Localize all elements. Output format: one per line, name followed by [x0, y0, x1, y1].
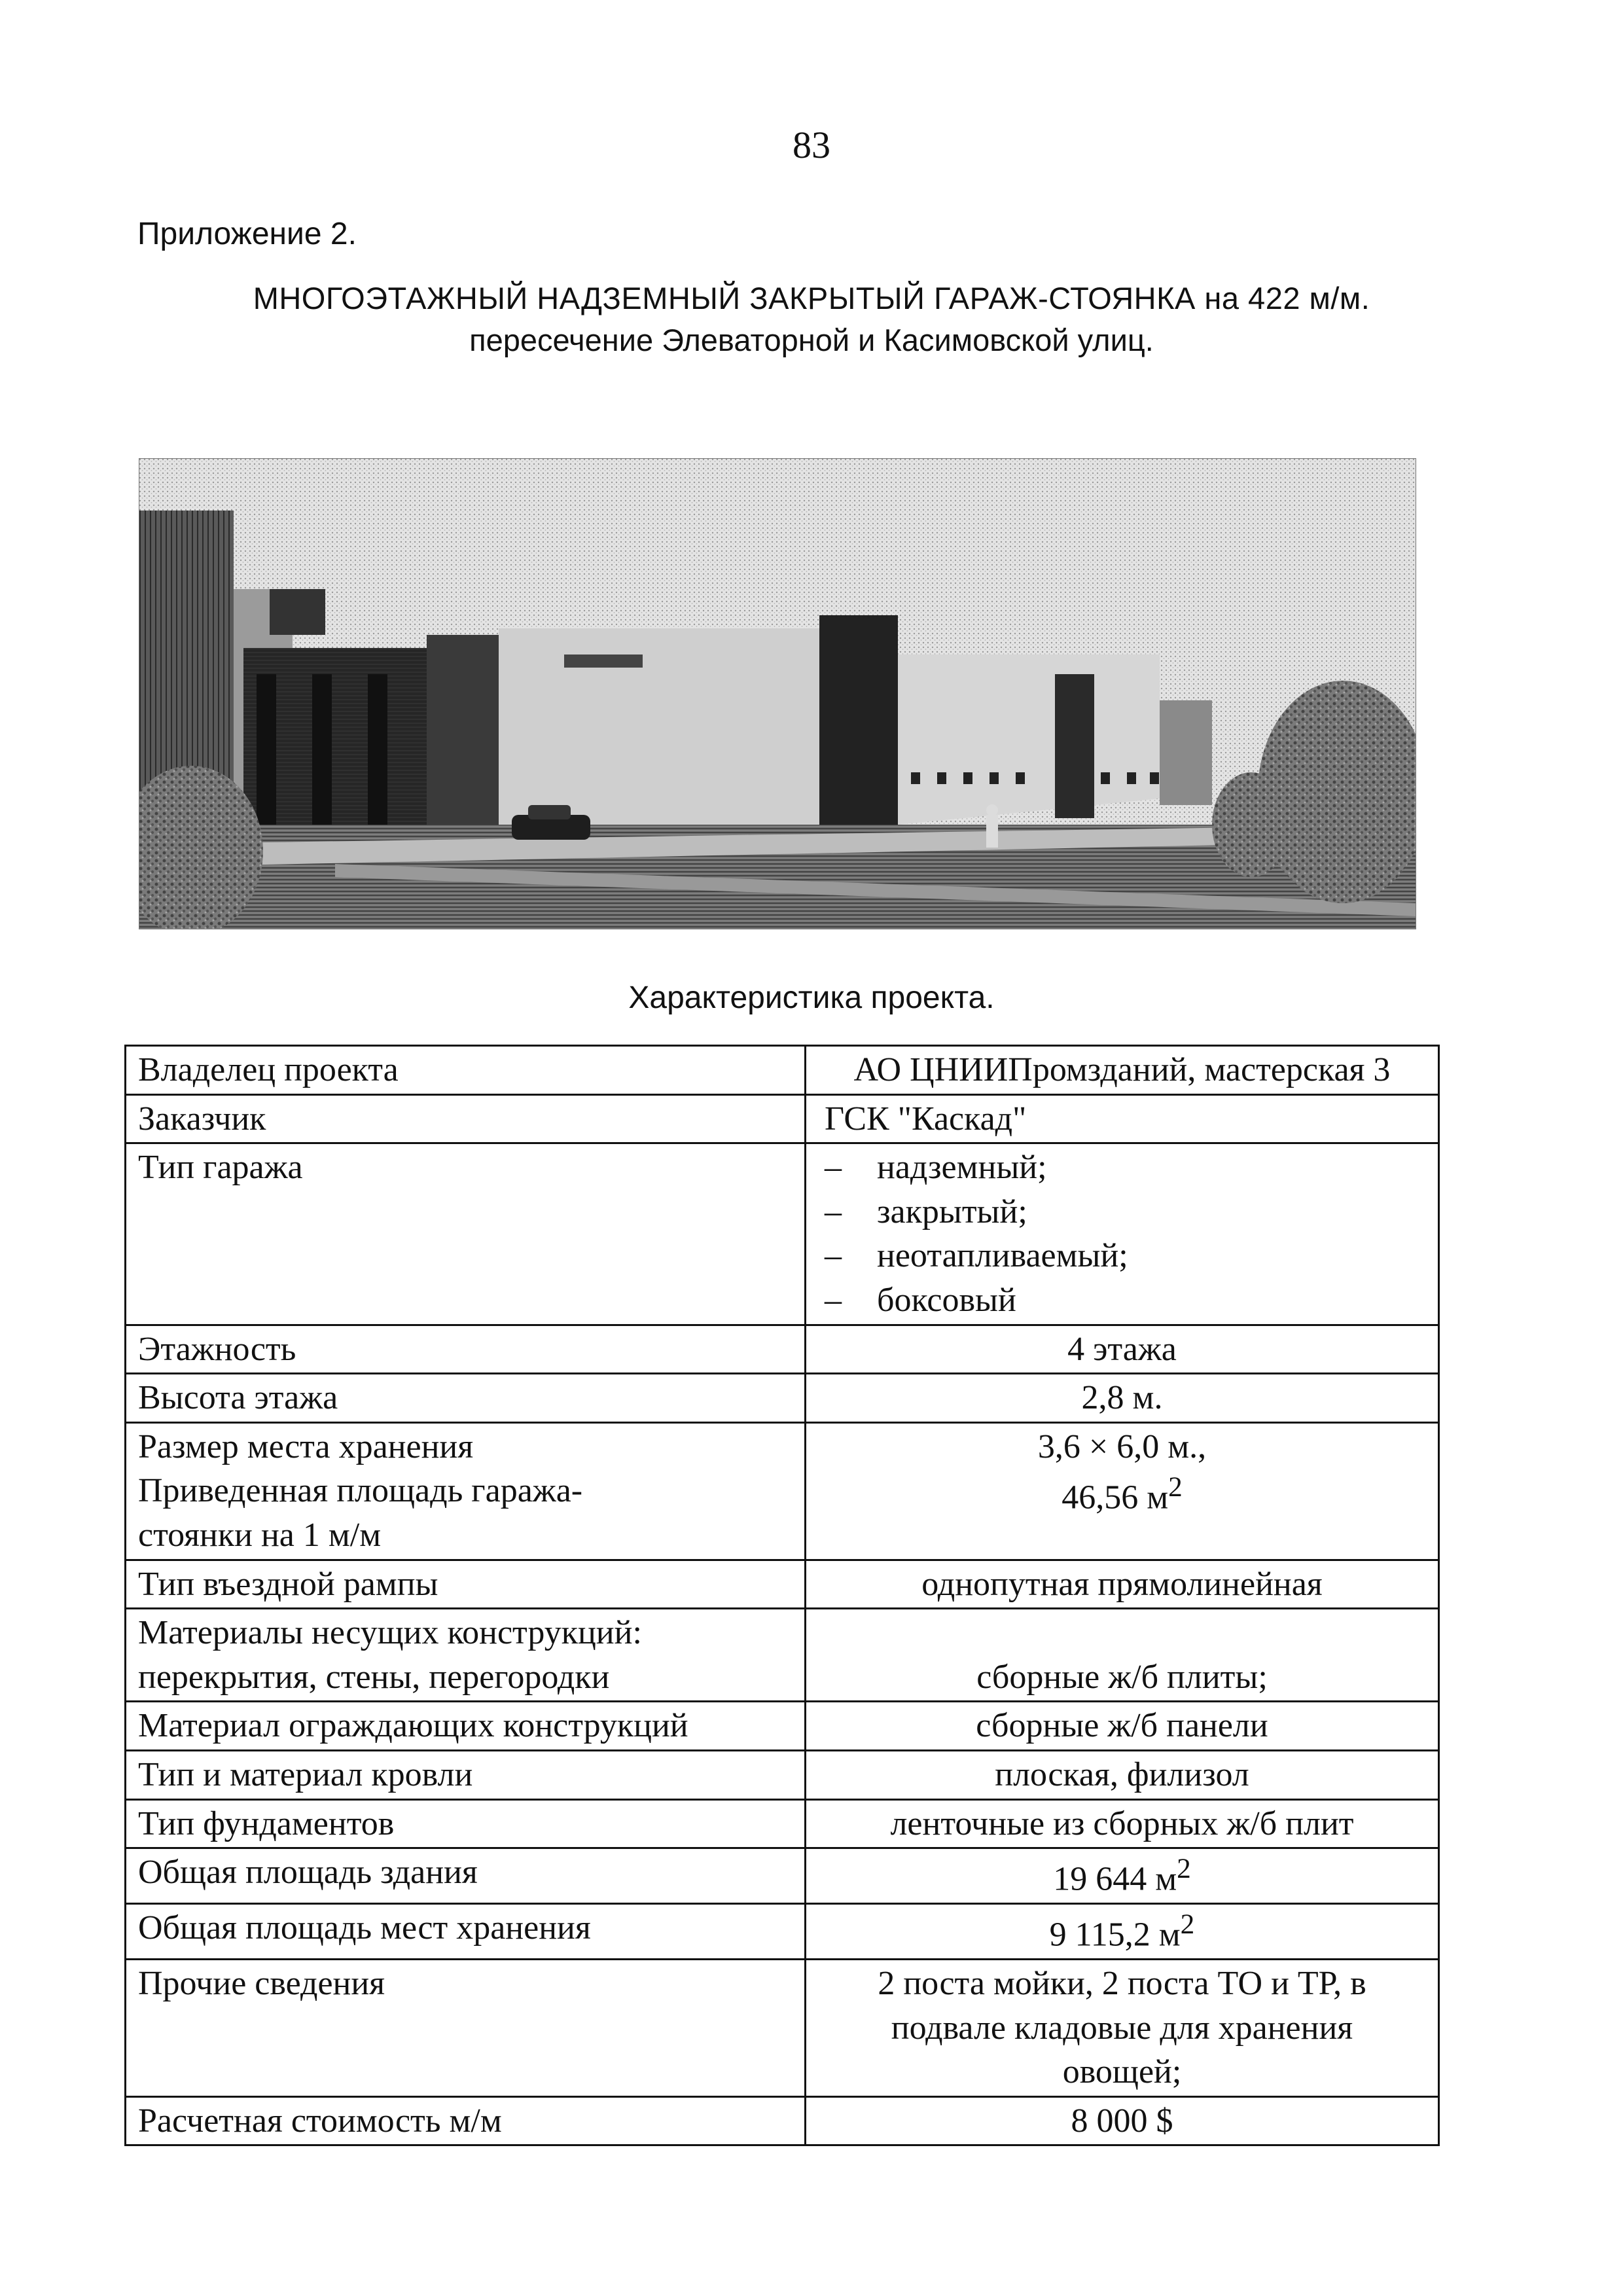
row-label: Этажность [126, 1325, 806, 1374]
table-row [126, 1143, 1439, 1325]
document-title: МНОГОЭТАЖНЫЙ НАДЗЕМНЫЙ ЗАКРЫТЫЙ ГАРАЖ-СТОЯНКА на 422 м/м. [253, 281, 1370, 315]
page-number: 83 [793, 124, 830, 166]
row-value: ленточные из сборных ж/б плит [806, 1799, 1439, 1848]
row-label: Тип и материал кровли [126, 1750, 806, 1799]
table-row [126, 1959, 1439, 2096]
row-label: Размер места хранения Приведенная площадь гаража- стоянки на 1 м/м [126, 1422, 806, 1560]
row-label: Высота этажа [126, 1374, 806, 1423]
row-value: сборные ж/б плиты; [806, 1609, 1439, 1702]
row-label: Владелец проекта [126, 1046, 806, 1095]
row-value [806, 1143, 1439, 1325]
table-row [126, 2096, 1439, 2145]
row-label: Тип гаража [126, 1143, 806, 1325]
row-label: Расчетная стоимость м/м [126, 2096, 806, 2145]
row-label: Заказчик [126, 1094, 806, 1143]
row-label: Тип въездной рампы [126, 1560, 806, 1609]
table-row [126, 1325, 1439, 1374]
row-label: Общая площадь мест хранения [126, 1904, 806, 1960]
row-value: 2,8 м. [806, 1374, 1439, 1423]
list-item: – боксовый [825, 1281, 1016, 1319]
row-value: АО ЦНИИПромзданий, мастерская 3 [806, 1046, 1439, 1095]
row-label: Прочие сведения [126, 1959, 806, 2096]
project-characteristics-table [124, 1045, 1440, 2146]
table-row [126, 1750, 1439, 1799]
table-row [126, 1094, 1439, 1143]
table-row [126, 1799, 1439, 1848]
row-value: 2 поста мойки, 2 поста ТО и ТР, в подвале кладовые для хранения овощей; [806, 1959, 1439, 2096]
row-value: сборные ж/б панели [806, 1702, 1439, 1751]
table-row [126, 1609, 1439, 1702]
table-caption: Характеристика проекта. [628, 980, 995, 1015]
row-value: ГСК "Каскад" [806, 1094, 1439, 1143]
row-label: Материалы несущих конструкций: перекрытия, стены, перегородки [126, 1609, 806, 1702]
table-row [126, 1560, 1439, 1609]
table-row [126, 1374, 1439, 1423]
list-item: – закрытый; [825, 1193, 1027, 1230]
document-subtitle: пересечение Элеваторной и Касимовской улиц. [469, 323, 1154, 357]
table-row [126, 1046, 1439, 1095]
list-item: – надземный; [825, 1149, 1047, 1187]
row-label: Общая площадь здания [126, 1848, 806, 1904]
row-value: 8 000 $ [806, 2096, 1439, 2145]
row-value: 3,6 × 6,0 м., 46,56 $м^2$ [806, 1422, 1439, 1560]
row-label: Материал ограждающих конструкций [126, 1702, 806, 1751]
row-value: однопутная прямолинейная [806, 1560, 1439, 1609]
row-value: 19 644 $м^2$ [806, 1848, 1439, 1904]
table-row [126, 1422, 1439, 1560]
garage-building-image [139, 458, 1416, 929]
row-label: Тип фундаментов [126, 1799, 806, 1848]
row-value: 9 115,2 $м^2$ [806, 1904, 1439, 1960]
appendix-label: Приложение 2. [137, 217, 357, 251]
row-value: плоская, филизол [806, 1750, 1439, 1799]
table-row [126, 1848, 1439, 1904]
list-item: – неотапливаемый; [825, 1237, 1128, 1275]
table-row [126, 1904, 1439, 1960]
table-row [126, 1702, 1439, 1751]
row-value: 4 этажа [806, 1325, 1439, 1374]
